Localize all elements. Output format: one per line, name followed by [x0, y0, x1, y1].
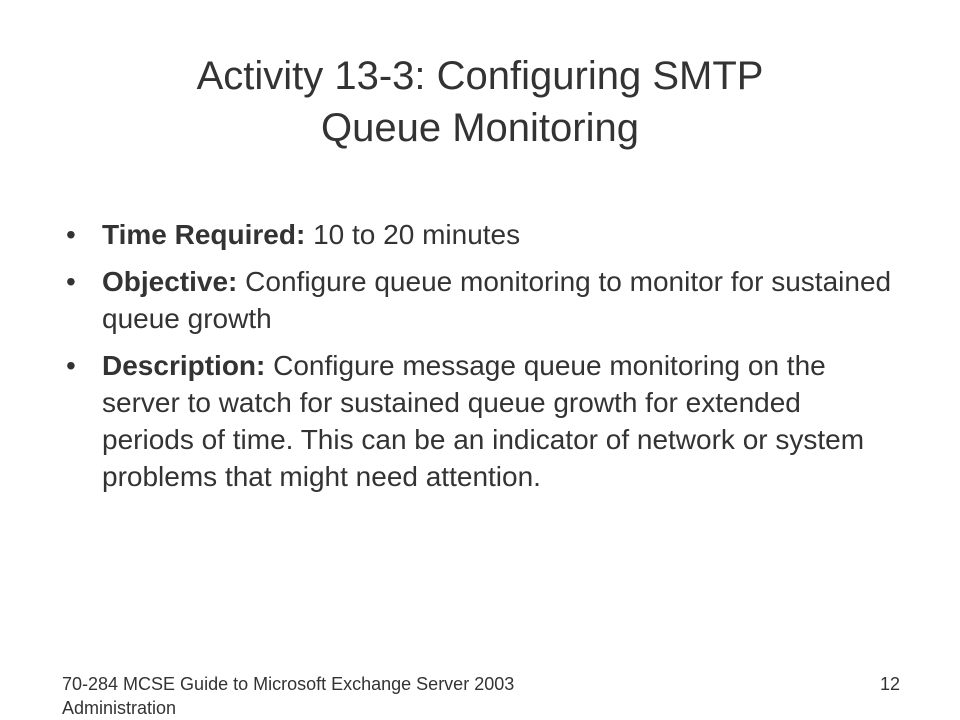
bullet-label: Objective: [102, 266, 238, 297]
bullet-text: Configure queue monitoring to monitor for sustained queue growth [102, 266, 892, 334]
bullet-text: 10 to 20 minutes [305, 219, 521, 250]
page-number: 12 [879, 674, 900, 694]
bullet-description [60, 347, 900, 495]
slide-title-line-2: Queue Monitoring [321, 106, 639, 150]
bullet-time-required [60, 216, 900, 253]
bullet-text: Configure message queue monitoring on the server to watch for sustained queue growth for extended periods of time. This can be an indicator of network or system problems that might need attention. [102, 350, 865, 492]
bullet-label: Time Required: [102, 219, 306, 250]
bullet-label: Description: [102, 350, 266, 381]
bullet-dot: • [66, 219, 76, 250]
bullet-list [60, 216, 900, 505]
bullet-dot: • [66, 350, 76, 381]
slide-title-line-1: Activity 13-3: Configuring SMTP [196, 54, 764, 98]
slide-title [60, 50, 900, 154]
footer-course-title: 70-284 MCSE Guide to Microsoft Exchange Server 2003 Administration [62, 674, 515, 718]
bullet-objective [60, 263, 900, 337]
bullet-dot: • [66, 266, 76, 297]
